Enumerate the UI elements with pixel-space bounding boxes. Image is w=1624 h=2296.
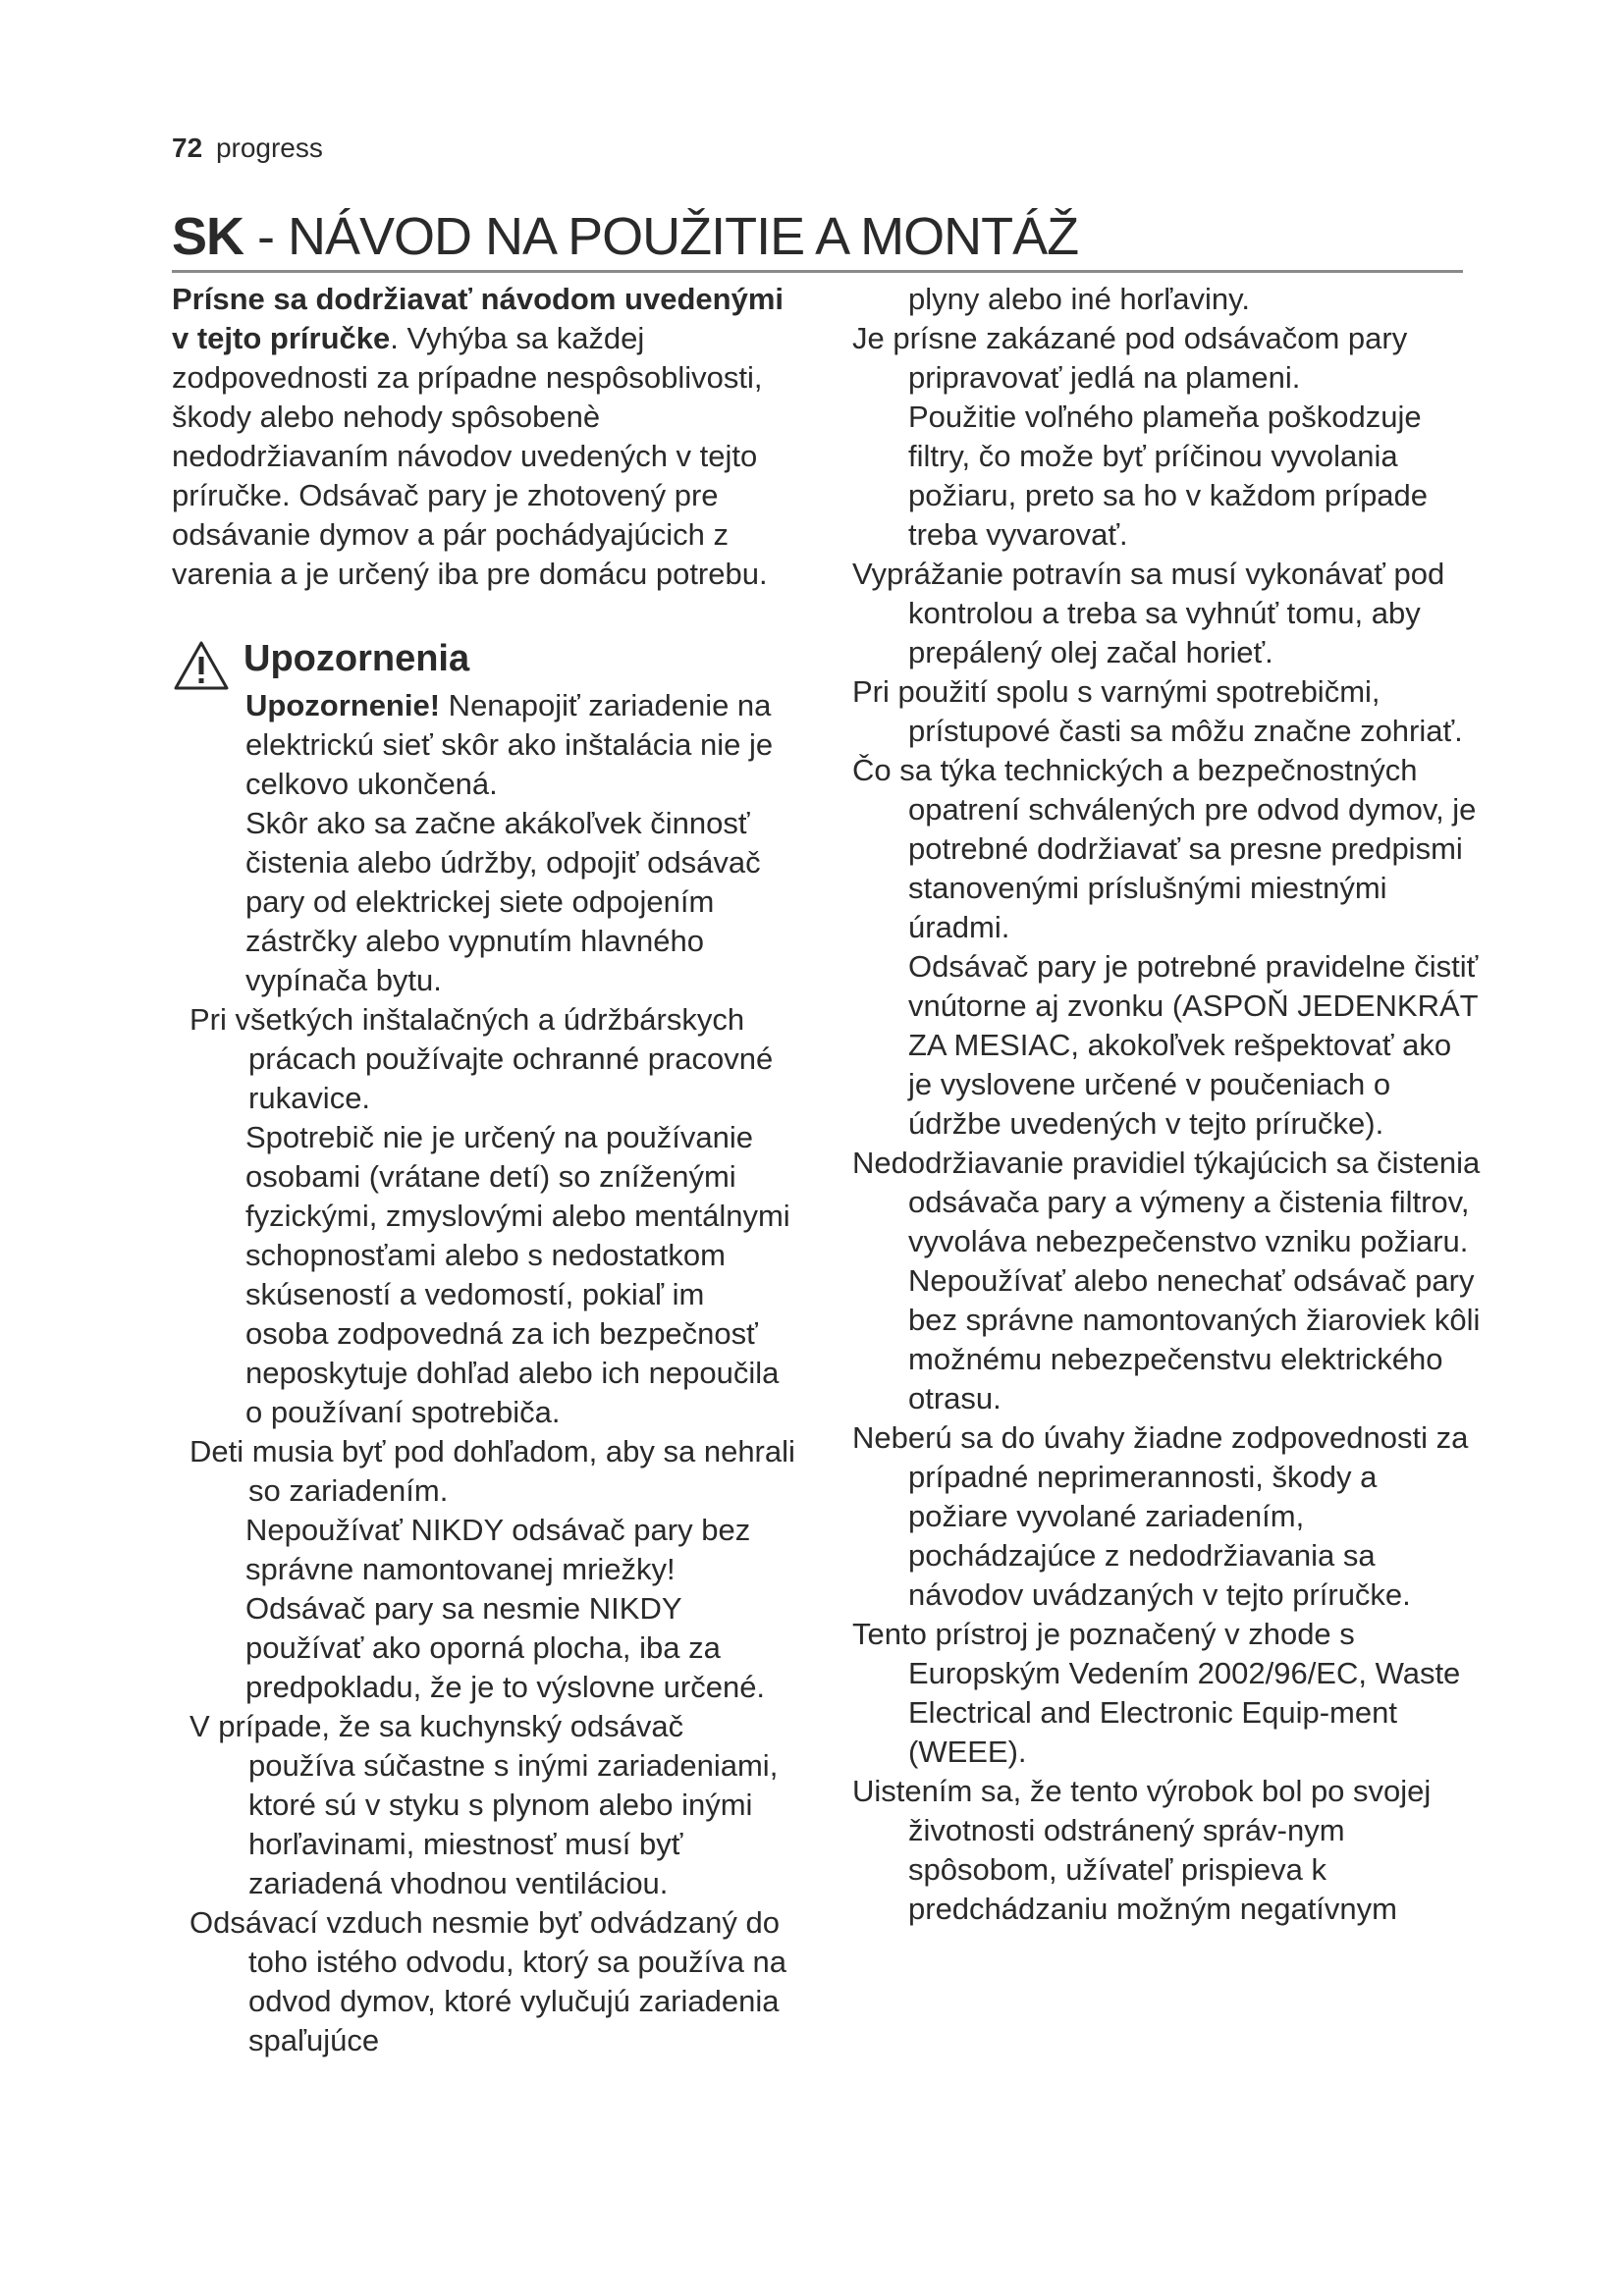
right-column (852, 280, 1481, 1929)
warning-item-gloves: Pri všetkých inštalačných a údržbárskych prácach používajte ochranné pracovné rukavice. (189, 1002, 774, 1115)
right-item-hot-parts: Pri použití spolu s varnými spotrebičmi, prístupové časti sa môžu značne zohriať. (852, 674, 1463, 748)
brand-name: progress (215, 133, 323, 163)
intro-paragraph (172, 280, 795, 594)
warning-item-exhaust: Odsávací vzduch nesmie byť odvádzaný do toho istého odvodu, ktorý sa používa na odvod dymov, ktoré vylučujú zariadenia spaľujúce (189, 1905, 787, 2057)
right-item-bulbs: Nepoužívať alebo nenechať odsávač pary bez správne namontovaných žiaroviek kôli možnému nebezpečenstvu elektrického otrasu. (908, 1263, 1481, 1415)
left-column (172, 280, 795, 2060)
page-header (172, 133, 323, 164)
right-item-frying: Vyprážanie potravín sa musí vykonávať pod kontrolou a treba sa vyhnúť tomu, aby prepálený olej začal horieť. (852, 557, 1445, 669)
warning-first-bold: Upozornenie! (245, 688, 441, 722)
warning-item-surface: Odsávač pary sa nesmie NIKDY používať ako oporná plocha, iba za predpokladu, že je to výslovne určené. (245, 1591, 766, 1704)
language-code: SK (172, 207, 244, 266)
page-title (172, 206, 1078, 267)
warning-first (245, 686, 795, 804)
intro-bold: Prísne sa dodržiavať návodom uvedenými v tejto príručke (172, 282, 784, 355)
right-item-liability: Neberú sa do úvahy žiadne zodpovednosti za prípadné neprimerannosti, škody a požiare vyvolané zariadením, pochádzajúce z nedodržiavania sa návodov uvádzaných v tejto príručke. (852, 1420, 1469, 1612)
right-item-cleaning: Odsávač pary je potrebné pravidelne čistiť vnútorne aj zvonku (ASPOŇ JEDENKRÁT ZA MESIAC, akokoľvek rešpektovať ako je vyslovene určené v poučeniach o údržbe uvedených v tejto príručke). (908, 949, 1479, 1141)
page-number: 72 (172, 133, 203, 163)
right-item-disposal: Uistením sa, že tento výrobok bol po svojej životnosti odstránený správ-nym spôsobom, užívateľ prispieva k predchádzaniu možným negatívnym (852, 1774, 1432, 1926)
right-item-weee: Tento prístroj je poznačený v zhode s Europským Vedením 2002/96/EC, Waste Electrical and Electronic Equip-ment (WEEE). (852, 1617, 1461, 1769)
right-item-regulations: Čo sa týka technických a bezpečnostných opatrení schválených pre odvod dymov, je potrebné dodržiavať sa presne predpismi stanovenými príslušnými miestnými úradmi. (852, 753, 1477, 944)
warning-item-children: Deti musia byť pod dohľadom, aby sa nehrali so zariadením. (189, 1434, 795, 1508)
title-divider (172, 270, 1463, 273)
continued-text: plyny alebo iné horľaviny. (908, 282, 1250, 316)
warning-item-persons: Spotrebič nie je určený na používanie osobami (vrátane detí) so zníženými fyzickými, zmyslovými alebo mentálnymi schopnosťami alebo s nedostatkom skúseností a vedomostí, pokiaľ im osoba zodpovedná za ich bezpečnosť neposkytuje dohľad alebo ich nepoučila o používaní spotrebiča. (245, 1120, 790, 1429)
warning-item-grid: Nepoužívať NIKDY odsávač pary bez správne namontovanej mriežky! (245, 1513, 751, 1586)
warning-triangle-icon (172, 639, 231, 692)
warnings-title: Upozornenia (244, 638, 470, 679)
right-item-flame-sub: Použitie voľného plameňa poškodzuje filtry, čo može byť príčinou vyvolania požiaru, preto sa ho v každom prípade treba vyvarovať. (908, 400, 1429, 552)
warning-first-text: Nenapojiť zariadenie na elektrickú sieť skôr ako inštalácia nie je celkovo ukončená. (245, 688, 774, 801)
warning-second: Skôr ako sa začne akákoľvek činnosť čistenia alebo údržby, odpojiť odsávač pary od elektrickej siete odpojením zástrčky alebo vypnutím hlavného vypínača bytu. (245, 806, 761, 997)
right-item-fire-risk: Nedodržiavanie pravidiel týkajúcich sa čistenia odsávača pary a výmeny a čistenia filtrov, vyvoláva nebezpečenstvo vzniku požiaru. (852, 1146, 1481, 1258)
warnings-heading (172, 639, 795, 686)
right-item-flame: Je prísne zakázané pod odsávačom pary pripravovať jedlá na plameni. (852, 321, 1408, 395)
intro-text: . Vyhýba sa každej zodpovednosti za prípadne nespôsoblivosti, škody alebo nehody spôsobenè nedodržiavaním návodov uvedených v tejto príručke. Odsávač pary je zhotovený pre odsávanie dymov a pár pochádyajúcich z varenia a je určený iba pre domácu potrebu. (172, 321, 768, 591)
title-text: - NÁVOD NA POUŽITIE A MONTÁŽ (244, 207, 1079, 266)
warning-item-ventilation: V prípade, že sa kuchynský odsávač používa súčastne s inými zariadeniami, ktoré sú v styku s plynom alebo inými horľavinami, miestnosť musí byť zariadená vhodnou ventiláciou. (189, 1709, 779, 1900)
